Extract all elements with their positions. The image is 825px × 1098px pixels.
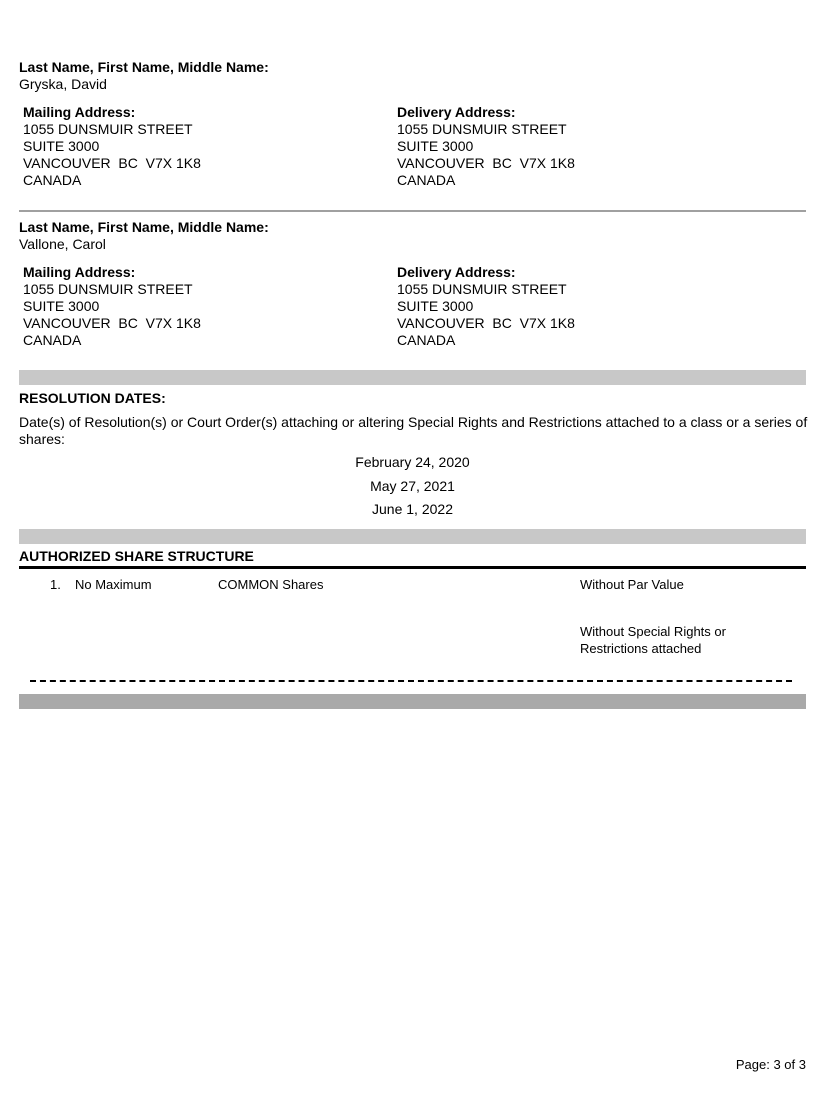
person-2-delivery-address [397, 264, 575, 349]
resolution-date: June 1, 2022 [372, 501, 453, 517]
address-line: SUITE 3000 [23, 138, 100, 154]
delivery-address-label: Delivery Address: [397, 104, 516, 120]
share-row-number: 1. [50, 577, 61, 592]
mailing-address-label: Mailing Address: [23, 104, 136, 120]
mailing-address-label: Mailing Address: [23, 264, 136, 280]
delivery-address-label: Delivery Address: [397, 264, 516, 280]
share-structure-heading: AUTHORIZED SHARE STRUCTURE [19, 548, 254, 564]
section-band [19, 529, 806, 544]
resolution-date: February 24, 2020 [355, 454, 470, 470]
section-band [19, 370, 806, 385]
person-1-delivery-address [397, 104, 575, 189]
person-1-name-label: Last Name, First Name, Middle Name: [19, 59, 269, 75]
resolution-heading: RESOLUTION DATES: [19, 390, 166, 406]
divider [19, 210, 806, 212]
address-line: VANCOUVER BC V7X 1K8 [23, 155, 201, 171]
person-2-name: Vallone, Carol [19, 236, 106, 252]
dashed-separator [30, 680, 792, 682]
page-number: Page: 3 of 3 [735, 1057, 806, 1072]
address-line: CANADA [397, 172, 456, 188]
heading-underline [19, 566, 806, 569]
resolution-description: Date(s) of Resolution(s) or Court Order(s) attaching or altering Special Rights and Restrictions attached to a class or a series of shares: [19, 414, 808, 447]
resolution-dates-list [19, 451, 806, 522]
share-row-par-value: Without Par Value [580, 577, 684, 592]
person-1-name: Gryska, David [19, 76, 107, 92]
address-line: SUITE 3000 [23, 298, 100, 314]
address-line: 1055 DUNSMUIR STREET [397, 121, 567, 137]
address-line: SUITE 3000 [397, 298, 474, 314]
address-line: SUITE 3000 [397, 138, 474, 154]
address-line: 1055 DUNSMUIR STREET [23, 281, 193, 297]
person-1-mailing-address [23, 104, 201, 189]
address-line: CANADA [23, 332, 82, 348]
address-line: CANADA [397, 332, 456, 348]
resolution-date: May 27, 2021 [370, 477, 455, 494]
section-band-dark [19, 694, 806, 709]
share-row-special-rights: Without Special Rights or Restrictions attached [580, 624, 726, 656]
address-line: CANADA [23, 172, 82, 188]
share-row-class: COMMON Shares [218, 577, 324, 592]
share-row-maximum: No Maximum [75, 577, 152, 592]
person-2-mailing-address [23, 264, 201, 349]
person-2-name-label: Last Name, First Name, Middle Name: [19, 219, 269, 235]
address-line: 1055 DUNSMUIR STREET [397, 281, 567, 297]
address-line: VANCOUVER BC V7X 1K8 [23, 315, 201, 331]
address-line: 1055 DUNSMUIR STREET [23, 121, 193, 137]
address-line: VANCOUVER BC V7X 1K8 [397, 155, 575, 171]
address-line: VANCOUVER BC V7X 1K8 [397, 315, 575, 331]
